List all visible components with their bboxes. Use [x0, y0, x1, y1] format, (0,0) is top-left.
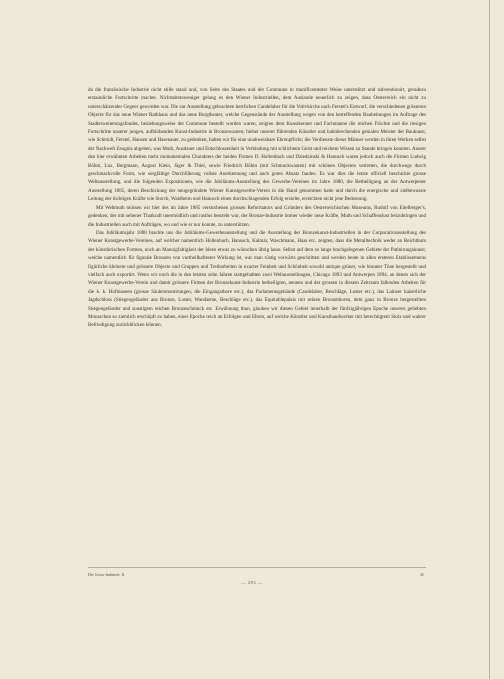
paragraph: da die französische Industrie nicht stille stand und, von Seite des Staates und der Commune in munificentester Weise unterstützt und subventionirt, geradezu erstaunliche Fortschritte machte. Nichtsdestoweniger gelang es den Wiener Industriellen, dem Auslande neuerlich zu zeigen, dass Oesterreich ein nicht zu unterschätzender Gegner geworden war. Die zur Ausstellung gebrachten herrlichen Candelaber für die Votivkirche nach Ferstel's Entwurf, die verschiedenen grösseren Objecte für das neue Wiener Rathhaus und das neue Burgtheater, welche Gegenstände der Ausstellung wegen von den betreffenden Baubeitungen im Auftrage des Stadterweiterungsfondes, beziehungsweise der Commune bestellt worden waren, zeigten dem Kunstkenner und Fachmanne die reichen Früchte und die riesigen Fortschritte unserer jungen, aufblühenden Kunst-Industrie in Bronzewaaren; hiebei unserer führenden Künstler und bahnbrechenden genialen Meister der Baukunst, wie Schmidt, Ferstel, Hansen und Hasenauer, zu gedenken, halten wir für eine unabweisbare Ehrenpflicht; die Verdienste dieser Männer werden in ihren Werken selbst der Nachwelt Zeugnis abgeben, was Muth, Ausdauer und Entschlossenheit in Verbindung mit schlichtem Geist und reichem Wissen zu Stande bringen konnten. Ausser den hier erwähnten Arbeiten mehr monumentalen Charakters der beiden Firmen D. Hollenbach und Dziedzinski & Hanusch waren jedoch auch die Firmen Ludwig Böhm, Lux, Bergmann, August Klein, Jäger & Thiel, sowie Friedrich Böhm (mit Schmuckwaaren) mit schönen Objecten vertreten, die durchwegs durch geschmackvolle Form, wie sorgfältige Durchführung vollste Anerkennung und auch guten Absatz fanden. Es war dies die letzte officiell beschickte grosse Weltausstellung, und die folgenden Expositionen, wie die Jubiläums-Ausstellung des Gewerbe-Vereines im Jahre 1880, die Betheiligung an der Antwerpener Ausstellung 1885, deren Beschickung der neugegründete Wiener Kunstgewerbe-Verein in die Hand genommen hatte und durch die energische und zielbewusste Leitung der tüchtigen Kräfte wie Storck, Waldheim und Hanusch einen durchschlagenden Erfolg erzielte, erreichten nicht jene Bedeutung.	[88, 87, 426, 203]
footer-divider	[88, 567, 426, 568]
paragraph: Das Jubiläumsjahr 1888 brachte uns die Jubiläums-Gewerbeausstellung und die Ausstellung der Bronzekunst-Industriellen in der Corporativausstellung des Wiener Kunstgewerbe-Vereines, auf welcher namentlich Hollenbach, Hanusch, Kalmár, Waschmann, Haas etc. zeigten, dass die Metalltechnik weder an Reichthum der künstlerischen Formen, noch an Mannigfaltigkeit der Ideen etwas zu wünschen übrig lasse. Selbst auf dem so lange brachgelegenen Gebiete der Patinirungskunst, welche namentlich für figurale Bronzen von vortheilhaftester Wirkung ist, war man rüstig vorwärts geschritten und werden heute in allen ersteren Etablissements figürliche kleinere und grössere Objecte und Gruppen und Treibarbeiten in exacter Feinheit und Schönheit sowohl antique grüner, wie brauner Töne hergestellt und vielfach auch exportirt. Wenn wir noch die in den letzten zehn Jahren stattgehabten zwei Weltausstellungen, Chicago 1893 und Antwerpen 1894, an denen sich der Wiener Kunstgewerbe-Verein und damit grössere Firmen der Bronzekunst-Industrie betheiligten, nennen und der grossen in diesem Zeitraum fallenden Arbeiten für die k. k. Hofmuseen (grosse Säulenmontirungen, die Eingangsthore etc.), das Parlamentsgebäude (Candelaber, Beschläge, Luster etc.), das Lainzer kaiserliche Jagdschloss (Stiegengeländer aus Bronze, Luster, Wandarme, Beschläge etc.), das Equitablepalais mit seinen Bronzethoren, dem ganz in Bronze hergestellten Stiegengeländer und sonstigem reichen Bronzeschmuck etc. Erwähnung thun, glauben wir diesen Gebiet innerhalb der fünfzigjährigen Epoche unseres geliebten Monarchen so ziemlich erschöpft zu haben, einer Epoche reich an Erfolgen und Ehren, auf welche Künstler und Kunsthandwerker mit berechtigtem Stolz und wahrer Befriedigung zurückblicken können.	[88, 229, 426, 329]
page-edge-rule	[489, 0, 490, 679]
body-text	[88, 86, 426, 330]
page-number: — 293 —	[241, 580, 263, 585]
sheet-number: 45	[420, 572, 424, 577]
printer-signature: Die Gross-Industrie. II.	[88, 572, 126, 577]
paragraph: Mit Wehmuth müssen wir hier des im Jahre 1885 verstorbenen grossen Reformators und Gründers des Oesterreichischen Museums, Rudolf von Eitelberger's, gedenken, der mit seltener Thatkraft unermüdlich und rastlos bestrebt war, der Bronze-Industrie immer wieder neue Kräfte, Muth und Schaffenslust beizubringen und die Industriellen auch mit Aufträgen, wo und wie er nur konnte, zu unterstützen.	[88, 204, 426, 228]
